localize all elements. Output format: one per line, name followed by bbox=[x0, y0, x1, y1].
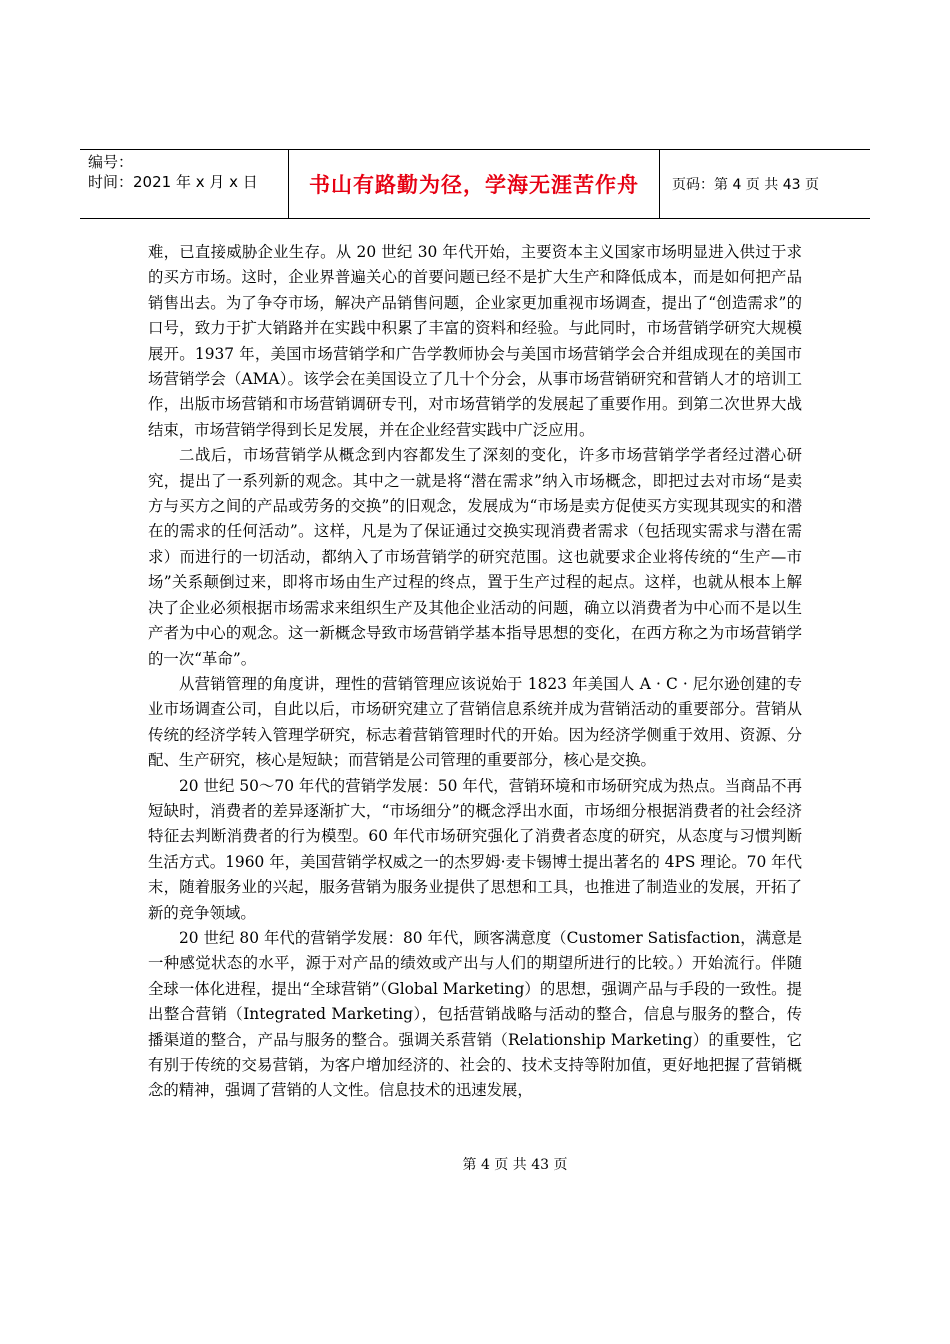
serial-label: 编号： bbox=[88, 153, 134, 171]
motto: 书山有路勤为径，学海无涯苦作舟 bbox=[289, 150, 660, 218]
time-label: 时间：2021 年 x 月 x 日 bbox=[88, 173, 258, 191]
paragraph-1: 难，已直接威胁企业生存。从 20 世纪 30 年代开始，主要资本主义国家市场明显进入供过于求的买方市场。这时，企业界普遍关心的首要问题已经不是扩大生产和降低成本，而是如何把产品销售出去。为了争夺市场，解决产品销售问题，企业家更加重视市场调查，提出了“创造需求”的口号，致力于扩大销路并在实践中积累了丰富的资料和经验。与此同时，市场营销学研究大规模展开。1937 年，美国市场营销学和广告学教师协会与美国市场营销学会合并组成现在的美国市场营销学会（AMA）。该学会在美国设立了几十个分会，从事市场营销研究和营销人才的培训工作，出版市场营销和市场营销调研专刊，对市场营销学的发展起了重要作用。到第二次世界大战结束，市场营销学得到长足发展，并在企业经营实践中广泛应用。 bbox=[148, 243, 802, 439]
header-meta-cell bbox=[80, 150, 289, 218]
paragraph-2: 二战后，市场营销学从概念到内容都发生了深刻的变化，许多市场营销学学者经过潜心研究，提出了一系列新的观念。其中之一就是将“潜在需求”纳入市场概念，即把过去对市场“是卖方与买方之间的产品或劳务的交换”的旧观念，发展成为“市场是卖方促使买方实现其现实的和潜在的需求的任何活动”。这样，凡是为了保证通过交换实现消费者需求（包括现实需求与潜在需求）而进行的一切活动，都纳入了市场营销学的研究范围。这也就要求企业将传统的“生产—市场”关系颠倒过来，即将市场由生产过程的终点，置于生产过程的起点。这样，也就从根本上解决了企业必须根据市场需求来组织生产及其他企业活动的问题，确立以消费者为中心而不是以生产者为中心的观念。这一新概念导致市场营销学基本指导思想的变化，在西方称之为市场营销学的一次“革命”。 bbox=[148, 446, 802, 668]
page-info: 页码：第 4 页 共 43 页 bbox=[672, 177, 819, 193]
paragraph-5: 20 世纪 80 年代的营销学发展：80 年代，顾客满意度（Customer Satisfaction，满意是一种感觉状态的水平，源于对产品的绩效或产出与人们的期望所进行的比较。）开始流行。伴随全球一体化进程，提出“全球营销”（Global Marketing）的思想，强调产品与手段的一致性。提出整合营销（Integrated Marketing），包括营销战略与活动的整合，信息与服务的整合，传播渠道的整合，产品与服务的整合。强调关系营销（Relationship Marketing）的重要性，它有别于传统的交易营销，为客户增加经济的、社会的、技术支持等附加值，更好地把握了营销概念的精神，强调了营销的人文性。信息技术的迅速发展， bbox=[148, 928, 802, 1100]
header-table bbox=[80, 149, 870, 219]
paragraph-4: 20 世纪 50～70 年代的营销学发展：50 年代，营销环境和市场研究成为热点。当商品不再短缺时，消费者的差异逐渐扩大，“市场细分”的概念浮出水面，市场细分根据消费者的社会经济特征去判断消费者的行为模型。60 年代市场研究强化了消费者态度的研究，从态度与习惯判断生活方式。1960 年，美国营销学权威之一的杰罗姆·麦卡锡博士提出著名的 4PS 理论。70 年代末，随着服务业的兴起，服务营销为服务业提供了思想和工具，也推进了制造业的发展，开拓了新的竞争领域。 bbox=[148, 776, 802, 922]
body-text bbox=[148, 240, 802, 1104]
page-footer: 第 4 页 共 43 页 bbox=[462, 1157, 568, 1173]
paragraph-3: 从营销管理的角度讲，理性的营销管理应该说始于 1823 年美国人 A · C · 尼尔逊创建的专业市场调查公司，自此以后，市场研究建立了营销信息系统并成为营销活动的重要部分。营销从传统的经济学转入管理学研究，标志着营销管理时代的开始。因为经济学侧重于效用、资源、分配、生产研究，核心是短缺；而营销是公司管理的重要部分，核心是交换。 bbox=[148, 674, 802, 770]
